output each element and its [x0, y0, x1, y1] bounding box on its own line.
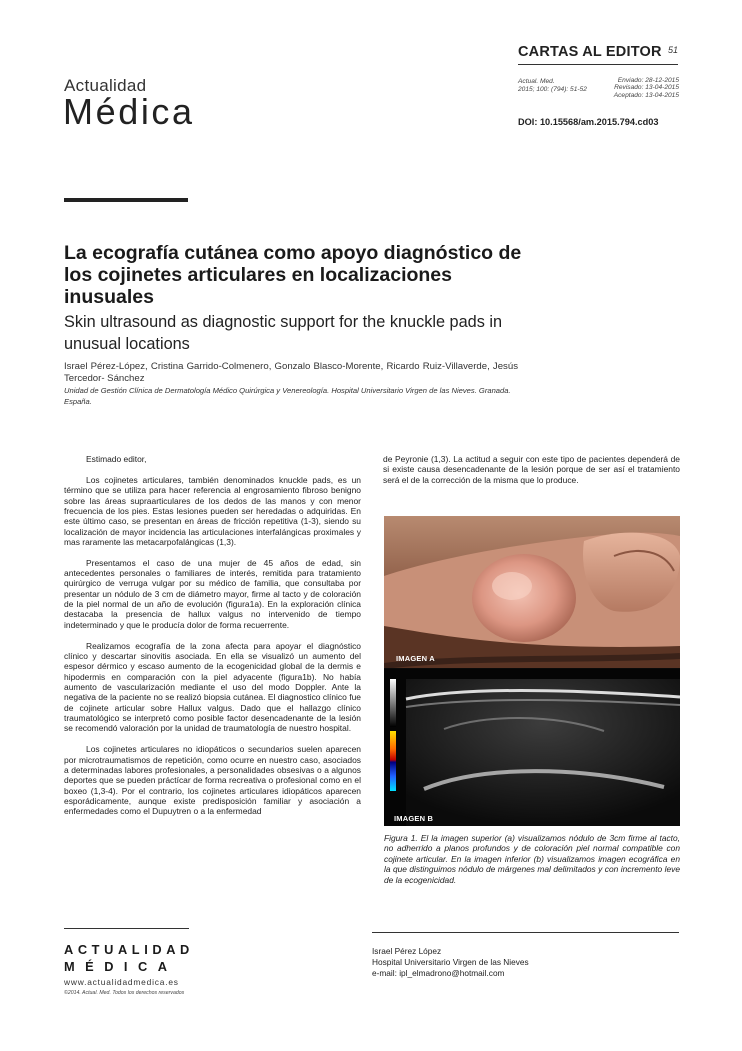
doi: DOI: 10.15568/am.2015.794.cd03	[518, 117, 659, 127]
footer-brand-line2: MÉDICA	[64, 959, 178, 974]
contact-email: e-mail: ipl_elmadrono@hotmail.com	[372, 968, 505, 979]
clinical-photo	[384, 516, 680, 668]
citation	[518, 78, 598, 93]
body-paragraph: Presentamos el caso de una mujer de 45 años de edad, sin antecedentes personales o familiares de interés, remitida para tratamiento quirúrgico de verruga vulgar por su médico de familia, que consultaba por presentar un nódulo de 3 cm de diámetro mayor, firme al tacto y de coloración de la piel normal de un año de evolución (figura1a). En la exploración clínica destacaba la presencia de hallux valgus no intervenido de tiempo indeterminado y que le producía dolor de forma recuerrente.	[64, 557, 361, 630]
date-sent: Enviado: 28-12-2015	[617, 77, 679, 84]
article-title-english: Skin ultrasound as diagnostic support for the knuckle pads in unusual locations	[64, 313, 503, 353]
correspondence	[372, 946, 529, 980]
date-accepted: Aceptado: 13-04-2015	[613, 91, 679, 99]
footer-website: www.actualidadmedica.es	[64, 977, 179, 987]
footer-rule-right	[372, 932, 679, 933]
journal-logo-line2: Médica	[63, 91, 195, 132]
footer-brand-line1: ACTUALIDAD	[64, 942, 194, 957]
date-revised: Revisado: 13-04-2015	[614, 84, 679, 92]
citation-line: Actual. Med.	[518, 78, 555, 85]
figure-1	[384, 516, 680, 826]
page-number: 51	[668, 45, 679, 55]
ultrasound-image	[384, 669, 680, 826]
body-right-column	[383, 454, 680, 496]
body-paragraph: Los cojinetes articulares, también denominados knuckle pads, es un término que se utiliza para hacer referencia al engrosamiento fibroso benigno sobre las áreas supraarticulares de los dedos de las manos y con menor frecuencia de los pies. Estas lesiones pueden ser heredadas o adquiridas. En este último caso, se presentan en áreas de fricción repetitiva (1-3), siendo su localización de mayor incidencia las articulaciones interfalángicas proximales y mas raramente las metacarpofalángicas (1,3).	[64, 474, 361, 547]
header-rule	[64, 198, 188, 202]
section-title: CARTAS AL EDITOR	[518, 44, 662, 60]
salutation: Estimado editor,	[86, 454, 147, 464]
footer-rule-left	[64, 928, 189, 929]
body-paragraph: Realizamos ecografía de la zona afecta para apoyar el diagnóstico clínico y descartar sinovitis asociada. En ella se visualizó un aumento del espesor dérmico y escaso aumento de la ecogenicidad global de la dermis e hipodermis en comparación con la piel adyacente (figura1b). No había aumento de vascularización mediante el uso del modo Doppler. Ante la negativa de la paciente no se realizó biopsia cutánea. El diagnostico clínico fue de cojinete articular sobre Hallux valgus. Dado que el hallazgo clínico traumatológico se interpretó como posible factor desencadenante de la lesión se recomendó valoración por la unidad de traumatología de nuestro hospital.	[64, 640, 361, 734]
affiliation: Unidad de Gestión Clínica de Dermatología Médico Quirúrgica y Venereología. Hospital Universitario Virgen de las Nieves. Granada. España.	[64, 386, 511, 406]
contact-institution: Hospital Universitario Virgen de las Nieves	[372, 957, 529, 968]
authors: Israel Pérez-López, Cristina Garrido-Colmenero, Gonzalo Blasco-Morente, Ricardo Ruiz-Villaverde, Jesús Tercedor- Sánchez	[64, 361, 518, 384]
body-paragraph: Los cojinetes articulares no idiopáticos o secundarios suelen aparecen por microtraumatismos de repetición, como ocurre en nuestro caso, asociados a determinadas labores profesionales, a personalidades obsesivas o a algunos deportes que se pueden práctícar de forma recreativa o profesional como en el boxeo (1,3-4). Por el contrario, los cojinetes articulares idiopáticos aparecen esporádicamente, aunque existe predisposición familiar y asociación a enfermedades como el Dupuytren o a la enfermedad	[64, 744, 361, 817]
footer-copyright: ©2014. Actual. Med. Todos los derechos reservados	[64, 990, 185, 996]
body-left-column	[64, 454, 361, 827]
image-b-label: IMAGEN B	[394, 814, 434, 823]
section-rule	[518, 64, 678, 65]
image-a-label: IMAGEN A	[396, 654, 435, 663]
citation-line: 2015; 100: (794): 51-52	[518, 85, 587, 93]
body-paragraph: de Peyronie (1,3). La actitud a seguir con este tipo de pacientes dependerá de si existe causa desencadenante de la lesión porque de ser así el tratamiento será el de la corrección de la misma que lo produce.	[383, 454, 680, 485]
journal-logo-line1: Actualidad	[64, 76, 147, 95]
contact-name: Israel Pérez López	[372, 946, 442, 956]
submission-dates	[598, 77, 679, 99]
article-title-spanish: La ecografía cutánea como apoyo diagnóstico de los cojinetes articulares en localizaciones inusuales	[64, 242, 522, 308]
figure-caption: Figura 1. El la imagen superior (a) visualizamos nódulo de 3cm firme al tacto, no adherrido a planos profundos y de coloración piel normal compatible con cojinete articular. En la imagen inferior (b) visualizamos imagen ecográfica en la que distinguimos nódulo de márgenes mal delimitados y con incremento leve de la ecogenicidad.	[384, 833, 680, 885]
